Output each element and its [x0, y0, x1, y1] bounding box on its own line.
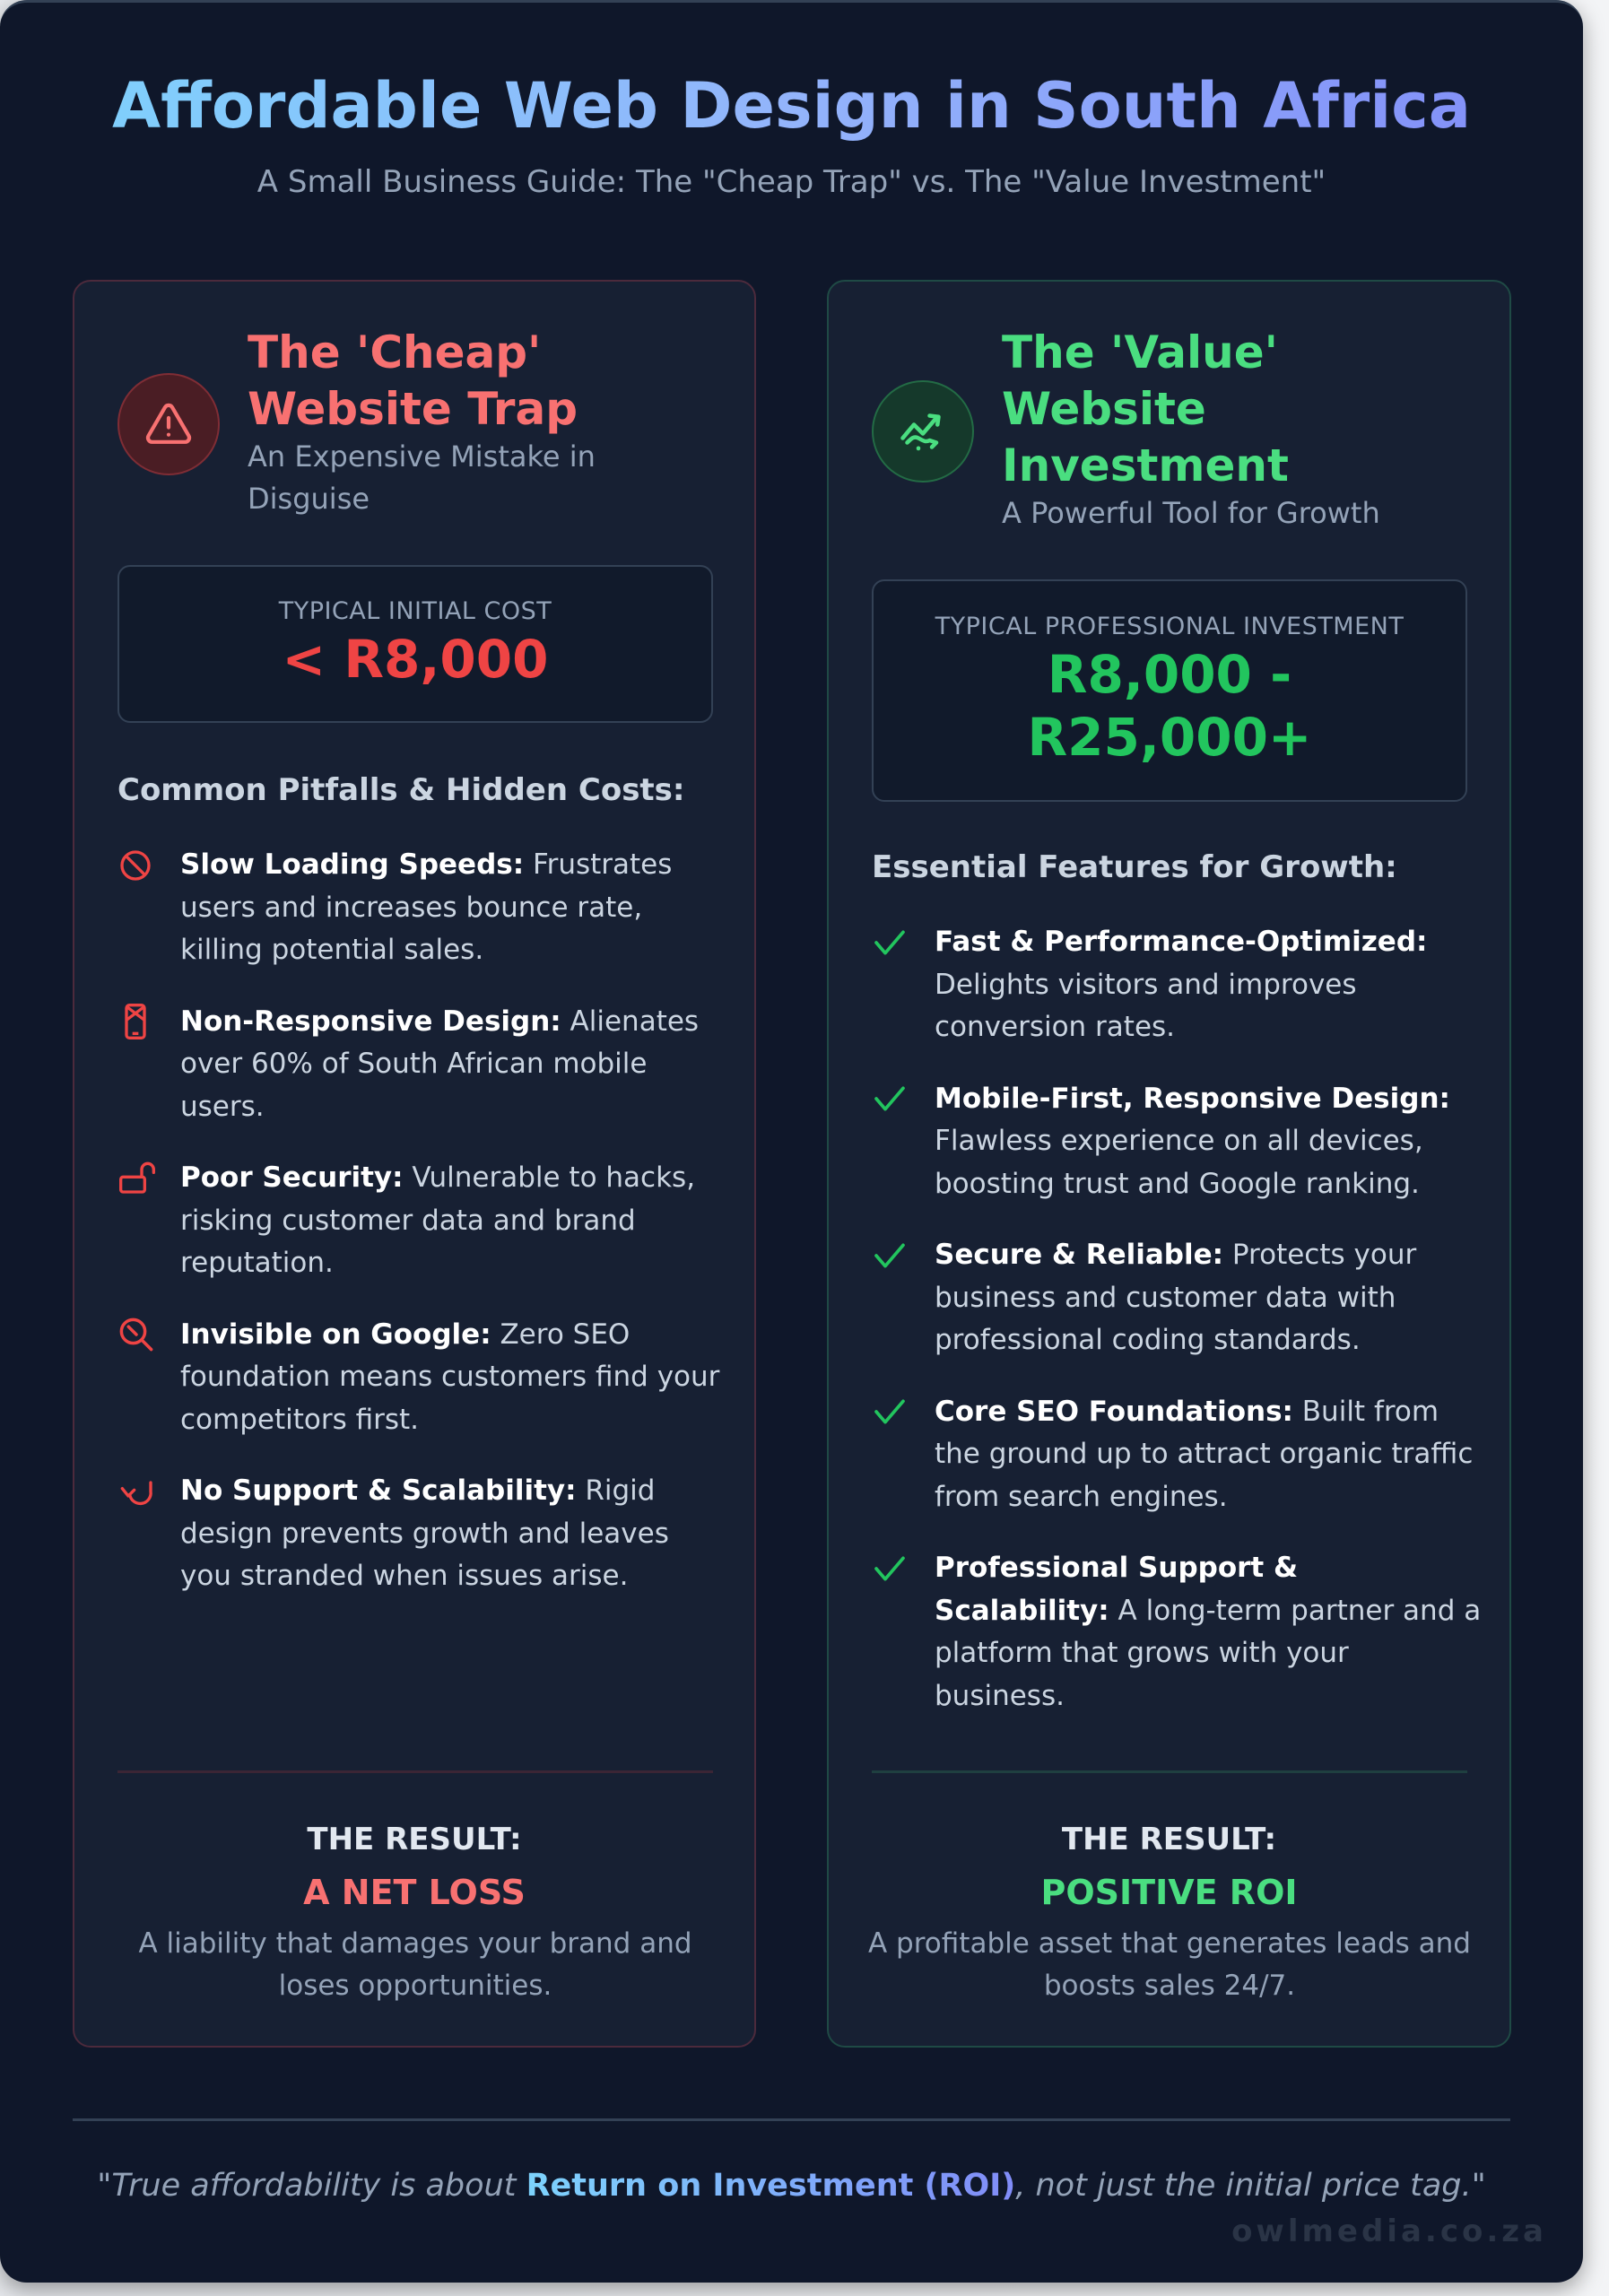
list-item [117, 844, 727, 972]
item-desc: Protects your business and customer data with professional coding standards. [935, 1239, 1417, 1356]
value-website-card [827, 280, 1511, 2048]
checkmark-icon [872, 925, 908, 961]
item-desc: Delights visitors and improves conversion rates. [935, 968, 1357, 1043]
card-divider [117, 1770, 713, 1773]
list-item [872, 1547, 1482, 1718]
pitfalls-list [117, 844, 727, 1627]
search-off-icon [117, 1316, 155, 1353]
result-description: A liability that damages your brand and loses opportunities. [138, 1927, 692, 2002]
cost-label: TYPICAL INITIAL COST [278, 597, 552, 625]
list-item [872, 1391, 1482, 1519]
item-title: Core SEO Foundations: [935, 1395, 1293, 1428]
list-item [872, 1078, 1482, 1206]
warning-triangle-icon [144, 399, 194, 449]
result-value: POSITIVE ROI [1040, 1873, 1298, 1912]
item-title: Poor Security: [180, 1161, 404, 1194]
checkmark-icon [872, 1394, 908, 1430]
cost-value: R8,000 - R25,000+ [1027, 644, 1312, 768]
features-list [872, 921, 1482, 1746]
mobile-off-icon [117, 1002, 153, 1041]
cost-value: < R8,000 [282, 629, 549, 690]
item-desc: Rigid design prevents growth and leaves you stranded when issues arise. [180, 1474, 669, 1592]
card-subtitle: An Expensive Mistake in Disguise [248, 439, 596, 516]
item-title: Professional Support & Scalability: [935, 1552, 1299, 1627]
card-title: The 'Cheap' Website Trap [248, 326, 578, 435]
page-title: Affordable Web Design in South Africa [0, 65, 1583, 146]
item-title: No Support & Scalability: [180, 1474, 577, 1507]
features-heading: Essential Features for Growth: [872, 849, 1397, 885]
list-item [117, 1001, 727, 1129]
item-desc: Zero SEO foundation means customers find your competitors first. [180, 1318, 720, 1436]
list-item [117, 1470, 727, 1598]
cheap-website-card [73, 280, 756, 2048]
growth-chart-icon [896, 404, 950, 458]
item-title: Invisible on Google: [180, 1318, 491, 1351]
refresh-arrow-icon [117, 1474, 157, 1509]
watermark: owlmedia.co.za [1231, 2213, 1547, 2249]
item-desc: Flawless experience on all devices, boosting trust and Google ranking. [935, 1125, 1423, 1200]
result-label: THE RESULT: [307, 1822, 522, 1857]
card-divider [872, 1770, 1467, 1773]
item-title: Slow Loading Speeds: [180, 848, 525, 881]
item-title: Non-Responsive Design: [180, 1004, 561, 1038]
quote-text-end: , not just the initial price tag." [1015, 2168, 1486, 2204]
checkmark-icon [872, 1551, 908, 1587]
result-label: THE RESULT: [1061, 1822, 1277, 1857]
result-description: A profitable asset that generates leads and boosts sales 24/7. [868, 1927, 1471, 2002]
unlocked-padlock-icon [117, 1161, 157, 1196]
cost-box [117, 565, 713, 723]
footer-quote [0, 2164, 1583, 2207]
pitfalls-heading: Common Pitfalls & Hidden Costs: [117, 772, 685, 808]
list-item [117, 1314, 727, 1442]
result-value: A NET LOSS [303, 1873, 526, 1912]
card-title: The 'Value' Website Investment [1002, 326, 1289, 491]
item-title: Mobile-First, Responsive Design: [935, 1082, 1450, 1115]
item-desc: Vulnerable to hacks, risking customer data and brand reputation. [180, 1161, 696, 1279]
warning-badge [117, 373, 220, 475]
list-item [872, 1234, 1482, 1362]
item-desc: Frustrates users and increases bounce rate, killing potential sales. [180, 848, 673, 966]
list-item [117, 1157, 727, 1285]
prohibited-icon [117, 848, 153, 883]
quote-highlight: Return on Investment (ROI) [526, 2168, 1016, 2204]
checkmark-icon [872, 1238, 908, 1274]
growth-badge [872, 380, 974, 483]
item-desc: A long-term partner and a platform that grows with your business. [935, 1594, 1482, 1712]
item-desc: Alienates over 60% of South African mobile users. [180, 1004, 700, 1123]
checkmark-icon [872, 1081, 908, 1117]
cost-label: TYPICAL PROFESSIONAL INVESTMENT [935, 613, 1405, 640]
cost-box [872, 579, 1467, 802]
item-desc: Built from the ground up to attract organic traffic from search engines. [935, 1395, 1474, 1513]
quote-text-start: "True affordability is about [97, 2168, 526, 2204]
page-subtitle: A Small Business Guide: The "Cheap Trap" vs. The "Value Investment" [257, 164, 1326, 200]
footer-divider [73, 2118, 1510, 2121]
item-title: Fast & Performance-Optimized: [935, 926, 1428, 958]
card-subtitle: A Powerful Tool for Growth [1002, 496, 1380, 530]
item-title: Secure & Reliable: [935, 1239, 1224, 1271]
list-item [872, 921, 1482, 1049]
